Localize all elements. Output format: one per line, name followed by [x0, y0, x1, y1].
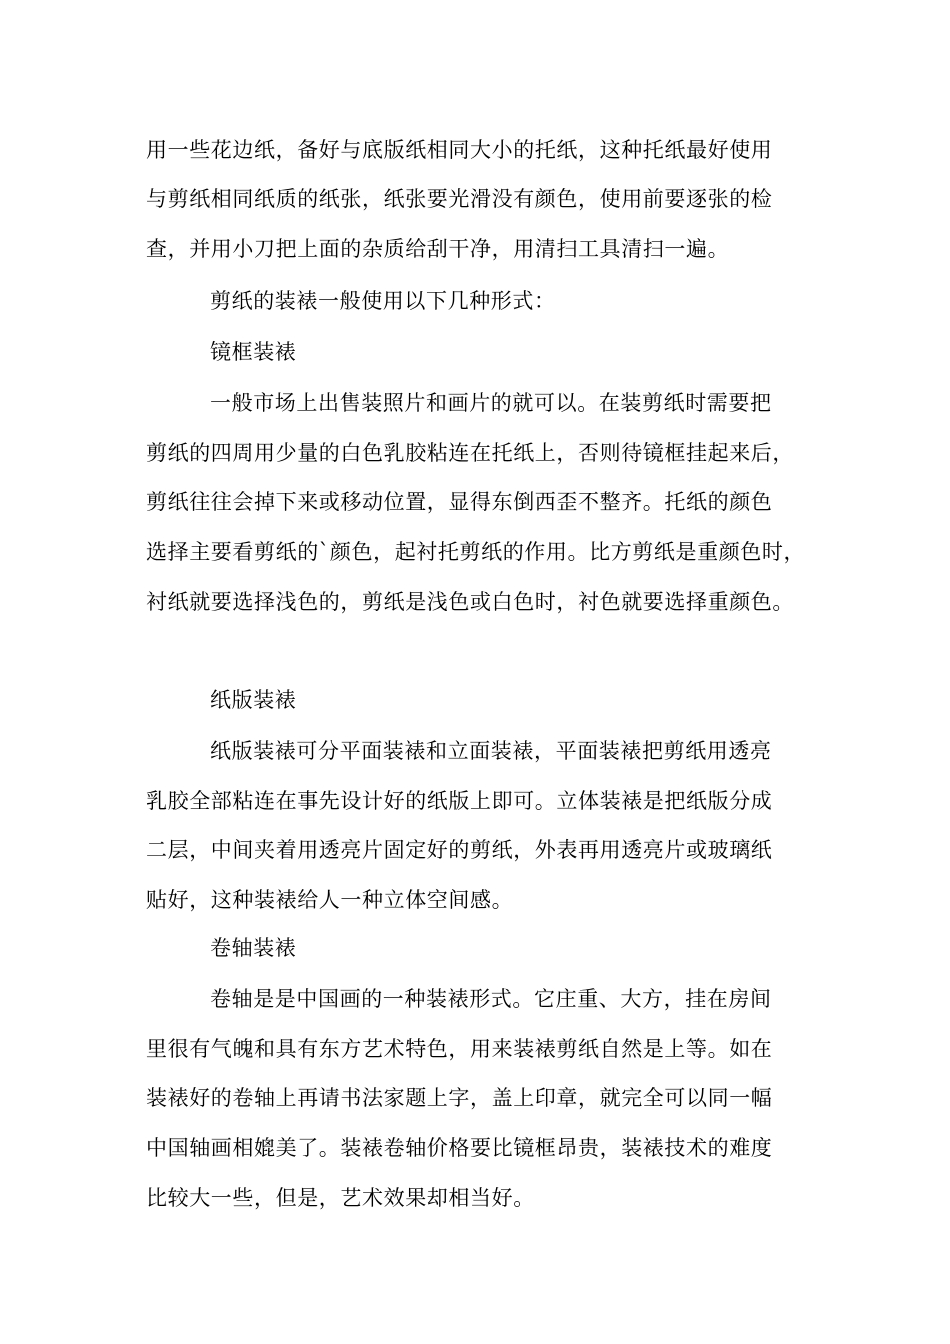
paragraph-line: 选择主要看剪纸的`颜色，起衬托剪纸的作用。比方剪纸是重颜色时，: [146, 540, 806, 564]
lead-sentence: 剪纸的装裱一般使用以下几种形式：: [210, 289, 556, 313]
paragraph-line: 中国轴画相媲美了。装裱卷轴价格要比镜框昂贵，装裱技术的难度: [146, 1136, 773, 1160]
paragraph-line: 剪纸的四周用少量的白色乳胶粘连在托纸上，否则待镜框挂起来后，: [146, 441, 794, 465]
paragraph-line: 纸版装裱可分平面装裱和立面装裱，平面装裱把剪纸用透亮: [210, 739, 772, 763]
section-heading-frame: 镜框装裱: [210, 340, 297, 364]
paragraph-line: 二层，中间夹着用透亮片固定好的剪纸，外表再用透亮片或玻璃纸: [146, 838, 773, 862]
section-heading-scroll: 卷轴装裱: [210, 936, 297, 960]
paragraph-line: 一般市场上出售装照片和画片的就可以。在装剪纸时需要把: [210, 391, 772, 415]
paragraph-line: 剪纸往往会掉下来或移动位置，显得东倒西歪不整齐。托纸的颜色: [146, 490, 773, 514]
paragraph-line: 贴好，这种装裱给人一种立体空间感。: [146, 888, 514, 912]
intro-line: 查，并用小刀把上面的杂质给刮干净，用清扫工具清扫一遍。: [146, 237, 730, 261]
paragraph-line: 装裱好的卷轴上再请书法家题上字，盖上印章，就完全可以同一幅: [146, 1086, 773, 1110]
section-heading-board: 纸版装裱: [210, 688, 297, 712]
paragraph-line: 卷轴是是中国画的一种装裱形式。它庄重、大方，挂在房间: [210, 987, 772, 1011]
paragraph-line: 乳胶全部粘连在事先设计好的纸版上即可。立体装裱是把纸版分成: [146, 789, 773, 813]
intro-line: 与剪纸相同纸质的纸张，纸张要光滑没有颜色，使用前要逐张的检: [146, 187, 773, 211]
paragraph-line: 比较大一些，但是，艺术效果却相当好。: [146, 1186, 535, 1210]
paragraph-line: 衬纸就要选择浅色的，剪纸是浅色或白色时，衬色就要选择重颜色。: [146, 590, 794, 614]
paragraph-line: 里很有气魄和具有东方艺术特色，用来装裱剪纸自然是上等。如在: [146, 1037, 773, 1061]
intro-line: 用一些花边纸，备好与底版纸相同大小的托纸，这种托纸最好使用: [146, 138, 773, 162]
